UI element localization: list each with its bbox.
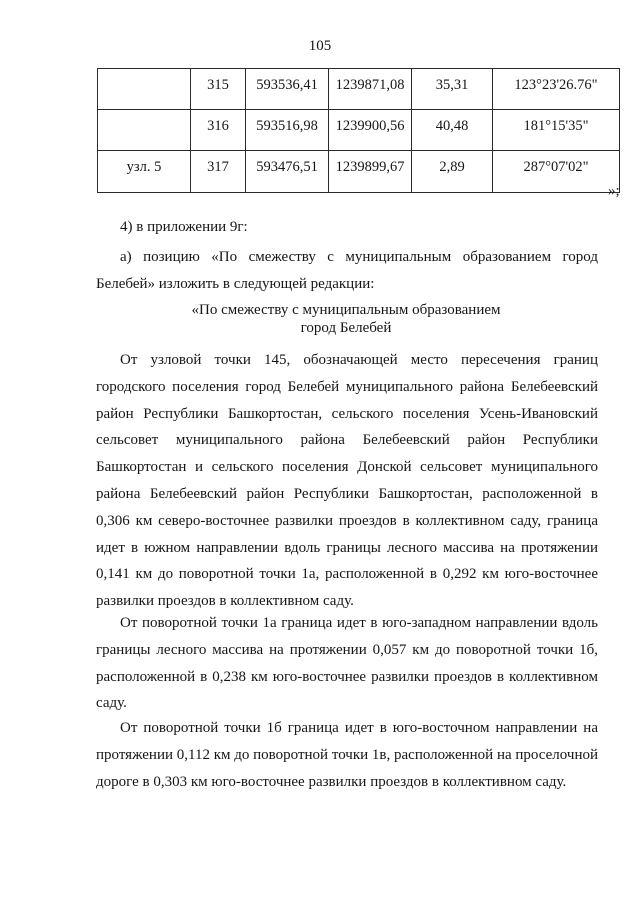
table-row bbox=[98, 110, 620, 151]
node-cell bbox=[98, 69, 191, 110]
body-paragraph-2: От поворотной точки 1а граница идет в юго-западном направлении вдоль границы лесного массива на протяжении 0,057 км до поворотной точки 1б, расположенной в 0,238 км юго-восточнее развилки проездов в коллективном саду. bbox=[96, 615, 598, 712]
table-row bbox=[98, 69, 620, 110]
point-number-cell: 316 bbox=[191, 110, 246, 151]
x-coordinate-cell: 593476,51 bbox=[246, 151, 329, 193]
point-number-cell: 317 bbox=[191, 151, 246, 193]
distance-cell: 35,31 bbox=[412, 69, 493, 110]
coordinates-table bbox=[97, 68, 620, 193]
table-row bbox=[98, 151, 620, 193]
x-coordinate-cell: 593536,41 bbox=[246, 69, 329, 110]
body-paragraph-3: От поворотной точки 1б граница идет в юго-восточном направлении на протяжении 0,112 км до поворотной точки 1в, расположенной на проселочной дороге в 0,303 км юго-восточнее развилки проездов в коллективном саду. bbox=[96, 720, 598, 790]
node-cell: узл. 5 bbox=[98, 151, 191, 193]
point-number-cell: 315 bbox=[191, 69, 246, 110]
y-coordinate-cell: 1239871,08 bbox=[329, 69, 412, 110]
subitem-text: а) позицию «По смежеству с муниципальным образованием город Белебей» изложить в следующей редакции: bbox=[96, 249, 598, 292]
subsection-heading-line-2: город Белебей bbox=[300, 320, 392, 336]
subsection-heading-line-1: «По смежеству с муниципальным образованием bbox=[191, 302, 501, 318]
distance-cell: 40,48 bbox=[412, 110, 493, 151]
angle-cell: 287°07'02" bbox=[493, 151, 620, 193]
angle-cell: 181°15'35" bbox=[493, 110, 620, 151]
page-number: 105 bbox=[308, 38, 332, 54]
distance-cell: 2,89 bbox=[412, 151, 493, 193]
x-coordinate-cell: 593516,98 bbox=[246, 110, 329, 151]
y-coordinate-cell: 1239899,67 bbox=[329, 151, 412, 193]
y-coordinate-cell: 1239900,56 bbox=[329, 110, 412, 151]
node-cell bbox=[98, 110, 191, 151]
angle-cell: 123°23'26.76" bbox=[493, 69, 620, 110]
section-item: 4) в приложении 9г: bbox=[120, 219, 248, 235]
table-closing-mark: »; bbox=[608, 183, 620, 199]
body-paragraph-1: От узловой точки 145, обозначающей место пересечения границ городского поселения город Белебей муниципального района Белебеевский район Республики Башкортостан, сельского поселения Усень-Ивановский сельсовет муниципального района Белебеевский район Республики Башкортостан и сельского поселения Донской сельсовет муниципального района Белебеевский район Республики Башкортостан, расположенной в 0,306 км северо-восточнее развилки проездов в коллективном саду, граница идет в южном направлении вдоль границы лесного массива на протяжении 0,141 км до поворотной точки 1а, расположенной в 0,292 км юго-восточнее развилки проездов в коллективном саду. bbox=[96, 352, 598, 610]
